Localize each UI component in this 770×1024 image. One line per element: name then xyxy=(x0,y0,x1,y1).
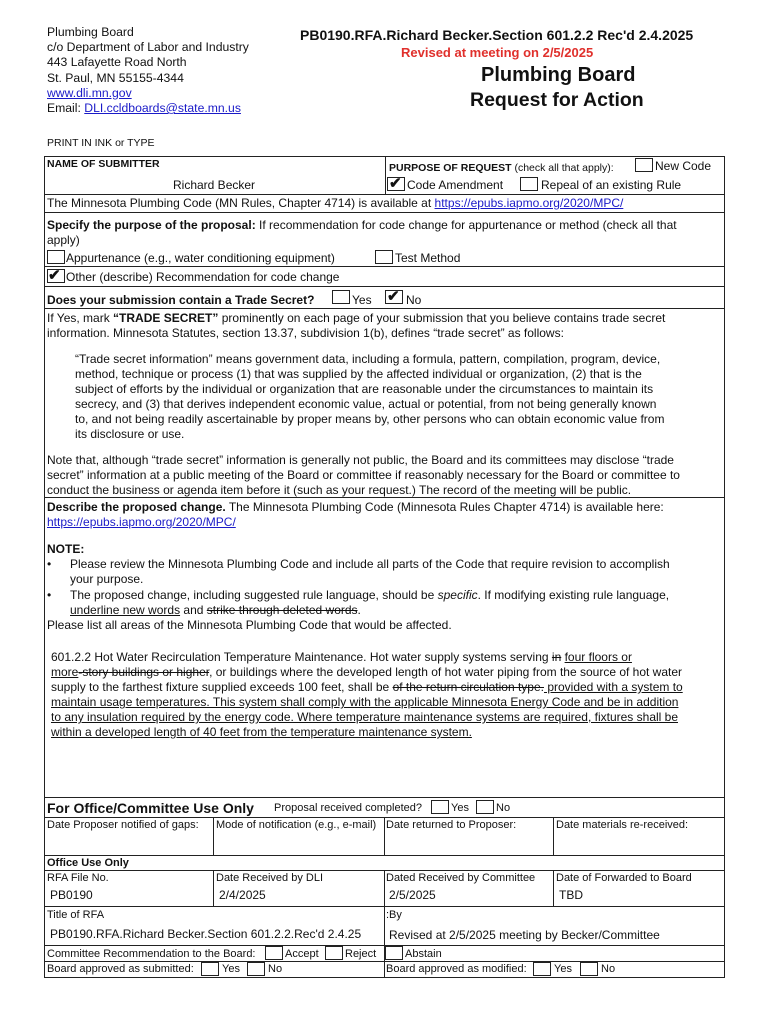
test-method-label: Test Method xyxy=(395,251,461,265)
added-text: within a developed length of 40 feet from the temperature maintenance system. xyxy=(51,725,472,739)
trade-secret-question: Does your submission contain a Trade Secret? xyxy=(47,293,315,307)
form-title: Plumbing Board xyxy=(481,64,636,86)
file-no-value[interactable]: PB0190 xyxy=(50,888,93,902)
purpose-label: PURPOSE OF REQUEST xyxy=(389,162,512,174)
trade-secret-definition xyxy=(75,352,664,442)
approved-submitted-yes-checkbox[interactable] xyxy=(201,962,219,976)
approved-modified-yes-label: Yes xyxy=(554,963,572,975)
document-title: PB0190.RFA.Richard Becker.Section 601.2.2 Rec'd 2.4.2025 xyxy=(300,27,694,43)
approved-modified-no-checkbox[interactable] xyxy=(580,962,598,976)
note-label: NOTE: xyxy=(47,542,85,556)
reject-label: Reject xyxy=(345,948,377,960)
bullet-text xyxy=(70,588,669,602)
trade-secret-yes-label: Yes xyxy=(352,293,372,307)
org-line: 443 Lafayette Road North xyxy=(47,55,187,70)
specify-label: Specify the purpose of the proposal: xyxy=(47,218,256,232)
rfa-title-value[interactable]: PB0190.RFA.Richard Becker.Section 601.2.2.Rec'd 2.4.25 xyxy=(50,927,362,941)
new-code-label: New Code xyxy=(655,159,712,173)
note-line: secret” information at a public meeting of the Board or committee if reasonably necessary for the Board or committee to xyxy=(47,468,680,482)
recommendation-label: Committee Recommendation to the Board: xyxy=(47,948,256,960)
proposal-text-part: supply to the farthest fixture supplied exceeds 100 feet, shall be xyxy=(51,680,390,694)
deleted-text: in xyxy=(551,650,562,664)
checkmark-icon: ✔ xyxy=(387,288,400,305)
board-date-label: Date of Forwarded to Board xyxy=(556,872,692,884)
instruction-text: If Yes, mark xyxy=(47,311,110,325)
describe-label: Describe the proposed change. xyxy=(47,500,226,514)
board-date-value[interactable]: TBD xyxy=(559,888,583,902)
definition-line: “Trade secret information” means government data, including a formula, pattern, compilation, program, device, xyxy=(75,352,661,366)
approved-submitted-no-checkbox[interactable] xyxy=(247,962,265,976)
bullet-text: your purpose. xyxy=(70,572,144,586)
bullet-text-part: The proposed change, including suggested rule language, should be xyxy=(70,588,435,602)
dli-date-value[interactable]: 2/4/2025 xyxy=(219,888,266,902)
deleted-text: -story buildings or higher xyxy=(78,665,210,679)
note-line: conduct the business or agenda item before it (such as your request.) The record of the meeting will be public. xyxy=(47,483,632,497)
print-note: PRINT IN INK or TYPE xyxy=(47,137,155,149)
strikethrough-example: strike through deleted words xyxy=(206,603,358,617)
specify-text: If recommendation for code change for appurtenance or method (check all that xyxy=(259,218,677,232)
definition-line: method, technique or process (1) that was supplied by the affected individual or organization, (2) that is the xyxy=(75,367,642,381)
bullet-text: Please review the Minnesota Plumbing Code and include all parts of the Code that require revision to accomplish xyxy=(70,557,670,571)
received-no-checkbox[interactable] xyxy=(476,800,494,814)
org-line: St. Paul, MN 55155-4344 xyxy=(47,70,184,85)
submitter-name[interactable]: Richard Becker xyxy=(173,178,256,192)
office-title: For Office/Committee Use Only xyxy=(47,800,254,816)
purpose-label-row xyxy=(389,162,614,174)
code-availability xyxy=(47,196,623,210)
underline-example: underline new words xyxy=(70,603,181,617)
bullet-icon: • xyxy=(47,588,52,602)
instruction-text: information. Minnesota Statutes, section 13.37, subdivision 1(b), defines “trade secret” as follows: xyxy=(47,326,564,340)
trade-secret-mark: “TRADE SECRET” xyxy=(113,311,219,325)
org-line: c/o Department of Labor and Industry xyxy=(47,40,249,55)
describe-change xyxy=(47,500,664,514)
definition-line: secrecy, and (3) that derives independent economic value, actual or potential, from not being generally known xyxy=(75,397,657,411)
form-subtitle: Request for Action xyxy=(470,89,644,111)
committee-date-label: Dated Received by Committee xyxy=(386,872,536,884)
accept-label: Accept xyxy=(285,948,319,960)
deleted-text: of the return circulation type. xyxy=(392,680,544,694)
by-label: :By xyxy=(386,909,402,921)
website-link[interactable]: www.dli.mn.gov xyxy=(47,85,132,100)
rfa-title-label: Title of RFA xyxy=(47,909,105,921)
accept-checkbox[interactable] xyxy=(265,946,283,960)
org-line: Plumbing Board xyxy=(47,25,134,39)
reject-checkbox[interactable] xyxy=(325,946,343,960)
added-text: to any insulation required by the energy code. Where temperature maintenance systems are required, fixtures shall be xyxy=(51,710,678,724)
received-yes-label: Yes xyxy=(451,802,469,814)
repeal-checkbox[interactable] xyxy=(520,177,538,191)
file-no-label: RFA File No. xyxy=(47,872,109,884)
new-code-checkbox[interactable] xyxy=(635,158,653,172)
definition-line: to, and not being readily ascertainable by proper means by, other persons who can obtain economic value from xyxy=(75,412,665,426)
abstain-checkbox[interactable] xyxy=(385,946,403,960)
received-no-label: No xyxy=(496,802,511,814)
definition-line: subject of efforts by the individual or organization that are reasonable under the circumstances to maintain its xyxy=(75,382,654,396)
added-text: four floors or xyxy=(564,650,632,664)
added-text: maintain usage temperatures. This system shall comply with the applicable Minnesota Energy Code and be in addition xyxy=(51,695,679,709)
approved-submitted-label: Board approved as submitted: xyxy=(47,963,194,975)
approved-modified-label: Board approved as modified: xyxy=(386,963,527,975)
returned-label: Date returned to Proposer: xyxy=(386,819,517,831)
trade-secret-instruction xyxy=(47,311,665,325)
purpose-hint: (check all that apply): xyxy=(514,162,614,174)
agency-address xyxy=(47,25,249,116)
by-value[interactable]: Revised at 2/5/2025 meeting by Becker/Committee xyxy=(389,928,660,942)
code-link[interactable]: https://epubs.iapmo.org/2020/MPC/ xyxy=(434,196,624,210)
disclosure-note xyxy=(47,453,680,498)
trade-secret-no-label: No xyxy=(406,293,422,307)
office-use-label: Office Use Only xyxy=(47,857,129,869)
bullet-text-part: and xyxy=(183,603,204,617)
received-question: Proposal received completed? xyxy=(274,802,422,814)
approved-submitted-yes-label: Yes xyxy=(222,963,240,975)
bullet-text-part: . If modifying existing rule language, xyxy=(477,588,670,602)
instruction-text: prominently on each page of your submission that you believe contains trade secret xyxy=(221,311,666,325)
describe-code-link[interactable]: https://epubs.iapmo.org/2020/MPC/ xyxy=(47,515,236,529)
added-text: more xyxy=(51,665,79,679)
test-method-checkbox[interactable] xyxy=(375,250,393,264)
proposal-text[interactable] xyxy=(51,650,683,740)
note-line: Note that, although “trade secret” information is generally not public, the Board and its committees may disclose “trade xyxy=(47,453,674,467)
mode-label: Mode of notification (e.g., e-mail) xyxy=(216,819,377,831)
repeal-label: Repeal of an existing Rule xyxy=(541,178,682,192)
describe-text: The Minnesota Plumbing Code (Minnesota Rules Chapter 4714) is available here: xyxy=(228,500,664,514)
added-text: provided with a system to xyxy=(543,680,683,694)
bullet-text xyxy=(70,603,361,617)
approved-modified-no-label: No xyxy=(601,963,616,975)
email-label: Email: xyxy=(47,101,81,116)
specify-purpose xyxy=(47,218,677,232)
gaps-label: Date Proposer notified of gaps: xyxy=(47,819,199,831)
submitter-label: NAME OF SUBMITTER xyxy=(47,158,160,170)
bullet-text-part: . xyxy=(357,603,361,617)
bullet-emphasis: specific xyxy=(437,588,478,602)
dli-date-label: Date Received by DLI xyxy=(216,872,323,884)
email-link[interactable]: DLI.ccldboards@state.mn.us xyxy=(84,101,241,116)
appurtenance-label: Appurtenance (e.g., water conditioning equipment) xyxy=(66,251,335,265)
approved-modified-yes-checkbox[interactable] xyxy=(533,962,551,976)
bullet-icon: • xyxy=(47,557,52,571)
committee-date-value[interactable]: 2/5/2025 xyxy=(389,888,436,902)
received-yes-checkbox[interactable] xyxy=(431,800,449,814)
checkmark-icon: ✔ xyxy=(48,267,61,284)
trade-secret-yes-checkbox[interactable] xyxy=(332,290,350,304)
other-label: Other (describe) Recommendation for code change xyxy=(66,270,340,284)
list-areas: Please list all areas of the Minnesota Plumbing Code that would be affected. xyxy=(47,618,452,632)
definition-line: its disclosure or use. xyxy=(75,427,185,441)
proposal-text-part: 601.2.2 Hot Water Recirculation Temperature Maintenance. Hot water supply systems serving xyxy=(51,650,549,664)
code-availability-text: The Minnesota Plumbing Code (MN Rules, Chapter 4714) is available at xyxy=(47,196,432,210)
checkmark-icon: ✔ xyxy=(389,175,402,192)
revised-note: Revised at meeting on 2/5/2025 xyxy=(401,45,594,60)
approved-submitted-no-label: No xyxy=(268,963,283,975)
specify-text-2: apply) xyxy=(47,233,80,247)
proposal-text-part: , or buildings where the developed length of hot water piping from the source of hot water xyxy=(209,665,683,679)
code-amendment-label: Code Amendment xyxy=(407,178,504,192)
abstain-label: Abstain xyxy=(405,948,442,960)
rereceived-label: Date materials re-received: xyxy=(556,819,689,831)
appurtenance-checkbox[interactable] xyxy=(47,250,65,264)
